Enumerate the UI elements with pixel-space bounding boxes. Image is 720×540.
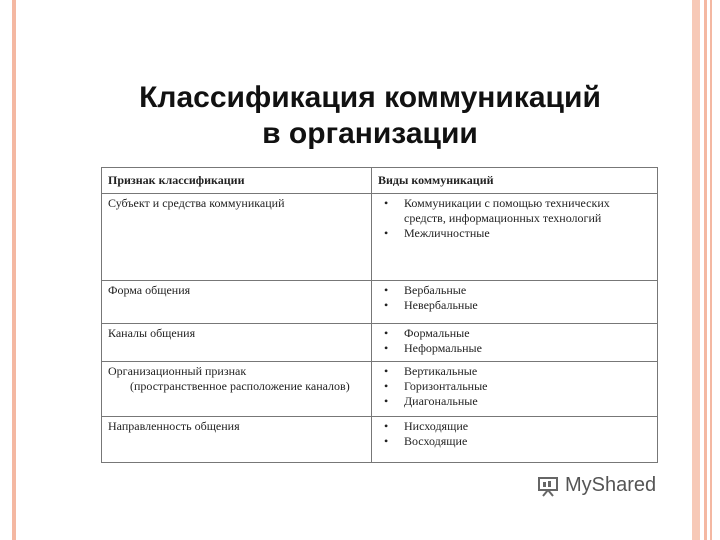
list-item: • Вертикальные (384, 364, 478, 378)
table-header-row (102, 168, 658, 194)
bullet-icon: • (384, 226, 389, 240)
list-item: • Формальные (384, 326, 470, 340)
list-item: • Восходящие (384, 434, 468, 448)
table-row (102, 362, 658, 417)
right-decor-band (692, 0, 700, 540)
header-types: Виды коммуникаций (372, 168, 658, 194)
bullet-icon: • (384, 341, 389, 355)
bullet-icon: • (384, 364, 389, 378)
title-line-2: в организации (262, 117, 478, 150)
types-cell (372, 281, 658, 324)
bullet-icon: • (384, 196, 389, 210)
types-cell (372, 324, 658, 362)
feature-cell (102, 194, 372, 281)
header-feature: Признак классификации (102, 168, 372, 194)
table-row (102, 324, 658, 362)
bullet-icon: • (384, 283, 389, 297)
list-item: • Нисходящие (384, 419, 469, 433)
table-row (102, 281, 658, 324)
bullet-icon: • (384, 394, 389, 408)
list-item: • Межличностные (384, 226, 490, 240)
feature-cell (102, 324, 372, 362)
feature-text: Форма общения (108, 283, 191, 297)
table-row (102, 417, 658, 463)
feature-text: Субъект и средства коммуникаций (108, 196, 285, 210)
watermark-text: MyShared (565, 474, 657, 496)
bullet-icon: • (384, 298, 389, 312)
classification-table (101, 167, 658, 463)
types-cell (372, 417, 658, 463)
list-item: • Горизонтальные (384, 379, 488, 393)
feature-cell (102, 417, 372, 463)
right-decor-line (704, 0, 707, 540)
title-line-1: Классификация коммуникаций (139, 81, 601, 114)
presentation-board-icon (537, 475, 559, 497)
feature-text: Каналы общения (108, 326, 196, 340)
bullet-icon: • (384, 419, 389, 433)
feature-cell (102, 362, 372, 417)
feature-subtext: (пространственное расположение каналов) (130, 379, 350, 393)
bullet-icon: • (384, 379, 389, 393)
right-decor-line-outer (710, 0, 712, 540)
myshared-watermark[interactable] (537, 474, 656, 497)
list-item: • Невербальные (384, 298, 478, 312)
feature-text: Направленность общения (108, 419, 240, 433)
bullet-icon: • (384, 434, 389, 448)
left-decor-line (12, 0, 16, 540)
types-cell (372, 194, 658, 281)
list-item: • Коммуникации с помощью технических средств, информационных технологий (384, 196, 610, 225)
list-item: • Неформальные (384, 341, 482, 355)
list-item: • Диагональные (384, 394, 478, 408)
table-row (102, 194, 658, 281)
slide-title (60, 80, 680, 152)
feature-cell (102, 281, 372, 324)
types-cell (372, 362, 658, 417)
list-item: • Вербальные (384, 283, 467, 297)
feature-text: Организационный признак (108, 364, 247, 378)
bullet-icon: • (384, 326, 389, 340)
